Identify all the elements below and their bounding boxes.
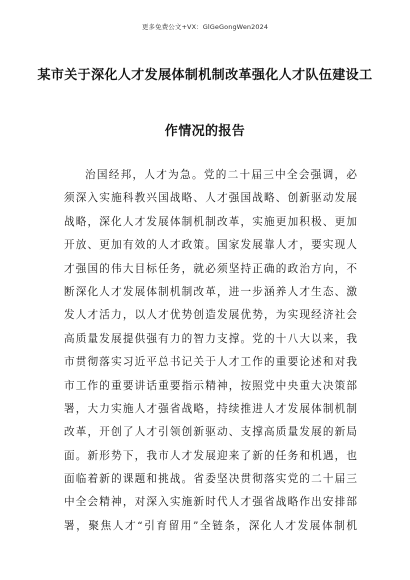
body-line: 市贯彻落实习近平总书记关于人才工作的重要论述和对我: [64, 356, 357, 369]
body-line: 须深入实施科教兴国战略、人才强国战略、创新驱动发展: [64, 192, 357, 205]
body-line: 署，聚焦人才“引育留用”全链条，深化人才发展体制机: [64, 519, 357, 532]
body-line: 开放、更加有效的人才政策。国家发展靠人才，要实现人: [64, 239, 357, 252]
body-line: 市工作的重要讲话重要指示精神，按照党中央重大决策部: [64, 379, 357, 392]
document-body: [64, 164, 357, 538]
document-title-line-1: 某市关于深化人才发展体制机制改革强化人才队伍建设工: [37, 68, 373, 83]
document-title-line-2: 作情况的报告: [164, 124, 246, 139]
body-line: 改革，开创了人才引领创新驱动、支撑高质量发展的新局: [64, 426, 357, 439]
header-note: 更多免费公文+VX：GlGeGongWen2024: [141, 23, 269, 31]
body-line: 才强国的伟大目标任务，就必须坚持正确的政治方向，不: [64, 262, 357, 275]
body-line: 署，大力实施人才强省战略，持续推进人才发展体制机制: [64, 402, 357, 415]
body-line: 发人才活力，以人才优势创造发展优势，为实现经济社会: [64, 309, 357, 322]
body-line: 中全会精神，对深入实施新时代人才强省战略作出安排部: [64, 496, 357, 509]
body-line: 断深化人才发展体制机制改革，进一步涵养人才生态、激: [64, 285, 357, 298]
body-line: 高质量发展提供强有力的智力支撑。党的十八大以来，我: [64, 332, 357, 345]
body-line: 面。新形势下，我市人才发展迎来了新的任务和机遇，也: [64, 449, 357, 462]
body-line: 战略，深化人才发展体制机制改革，实施更加积极、更加: [64, 215, 357, 228]
body-line: 治国经邦，人才为急。党的二十届三中全会强调，必: [85, 169, 357, 181]
body-line: 面临着新的课题和挑战。省委坚决贯彻落实党的二十届三: [64, 473, 357, 486]
